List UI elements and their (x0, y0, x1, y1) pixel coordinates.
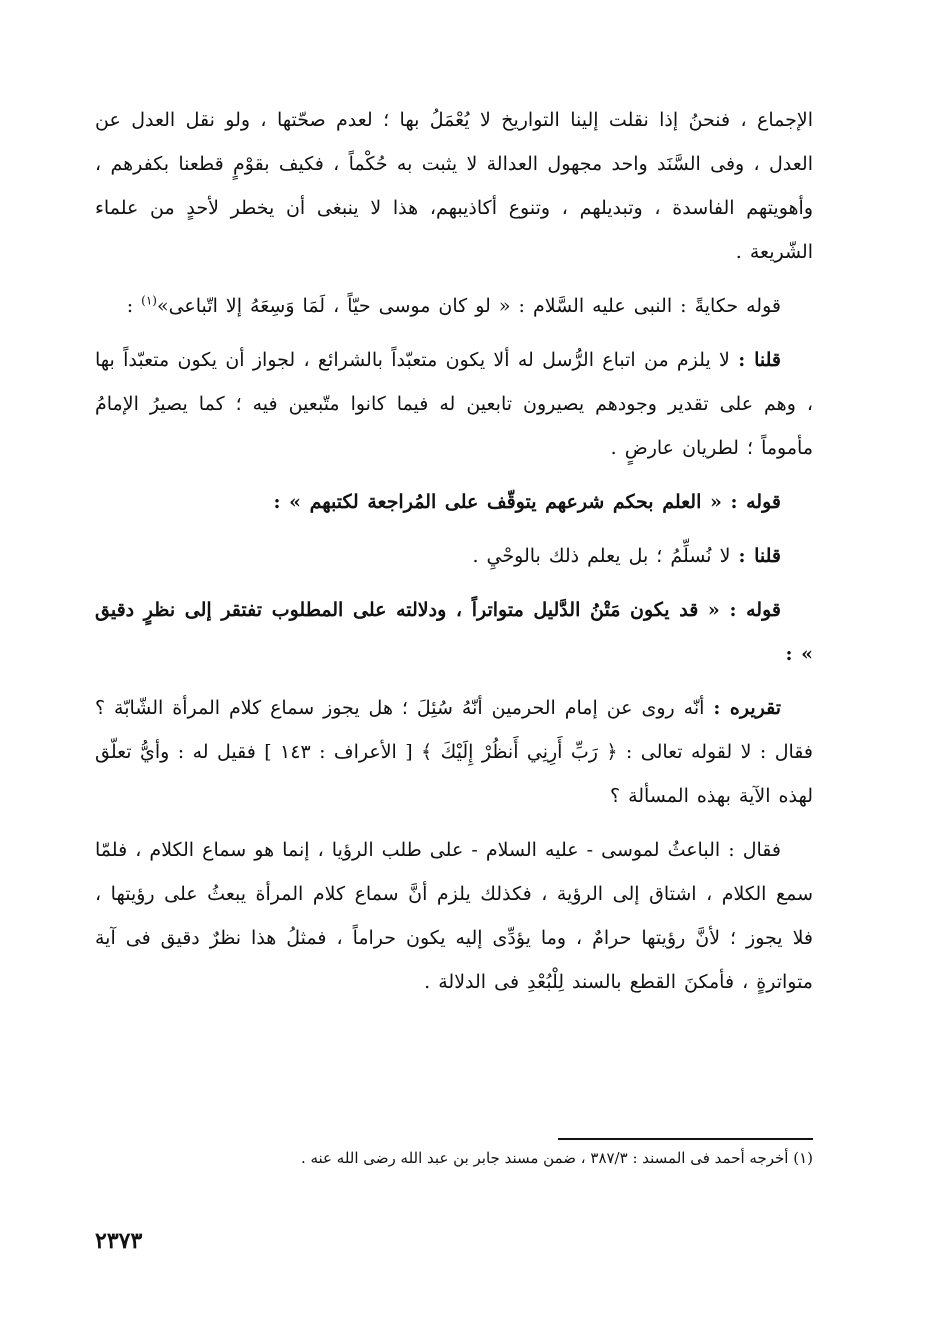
paragraph-qulna-2 (95, 534, 813, 578)
paragraph-lead: تقريره : (713, 697, 781, 719)
footnote-text: (١) أخرجه أحمد فى المسند : ٣٨٧/٣ ، ضمن مسند جابر بن عبد الله رضى الله عنه . (300, 1149, 813, 1167)
paragraph-lead: قوله : (729, 599, 781, 621)
paragraph-text: لا يلزم من اتباع الرُّسل له ألا يكون متعبّداً بالشرائع ، لجواز أن يكون متعبّداً بها ، وهم على تقدير وجودهم يصيرون تابعين له فيما كانوا متّبعين فيه ؛ كما يصيرُ الإمامُ مأموماً ؛ لطريان عارضٍ . (95, 349, 813, 459)
paragraph-qawluhu-2 (95, 588, 813, 676)
paragraph-lead: قلنا : (738, 349, 781, 371)
paragraph-hadith-quote (95, 284, 813, 328)
paragraph-ijma (95, 98, 813, 274)
paragraph-text: الإجماع ، فنحنُ إذا نقلت إلينا التواريخ لا يُعْمَلُ بها ؛ لعدم صحّتها ، ولو نقل العدل عن العدل ، وفى السَّنَد واحد مجهول العدالة لا يثبت به حُكْماً ، فكيف بقوْمٍ قطعنا بكفرهم ، وأهويتهم الفاسدة ، وتبديلهم ، وتنوع أكاذيبهم، هذا لا ينبغى أن يخطر لأحدٍ من علماء الشّريعة . (95, 109, 813, 263)
paragraph-text: قوله حكايةً : النبى عليه السَّلام : « لو كان موسى حيّاً ، لَمَا وَسِعَهُ إلا اتّباعى» (156, 295, 781, 317)
paragraph-tail: : (126, 295, 142, 317)
paragraph-text: « العلم بحكم شرعهم يتوقّف على المُراجعة لكتبهم » : (273, 491, 731, 513)
paragraph-faqala (95, 828, 813, 1004)
paragraph-text: لا نُسلِّمُ ؛ بل يعلم ذلك بالوحْيِ . (472, 545, 739, 567)
paragraph-lead: قلنا : (738, 545, 781, 567)
paragraph-text: فقال : الباعثُ لموسى - عليه السلام - على طلب الرؤيا ، إنما هو سماع الكلام ، فلمّا سمع الكلام ، اشتاق إلى الرؤية ، فكذلك يلزم أنَّ سماع كلام المرأة يبعثُ على رؤيتها ، فلا يجوز ؛ لأنَّ رؤيتها حرامٌ ، وما يؤدِّى إليه يكون حراماً ، فمثلُ هذا نظرٌ دقيق فى آية متواترةٍ ، فأمكنَ القطع بالسند لِلْبُعْدِ فى الدلالة . (95, 839, 813, 993)
page-body (95, 98, 813, 1323)
footnote-marker[interactable]: (١) (141, 293, 157, 308)
paragraph-text: أنّه روى عن إمام الحرمين أنّهُ سُئِلَ ؛ هل يجوز سماع كلام المرأة الشّابّة ؟ فقال : لا لقوله تعالى : ﴿ رَبِّ أَرِنِي أَنظُرْ إِلَيْكَ ﴾ [ الأعراف : ١٤٣ ] فقيل له : وأيُّ تعلّق لهذه الآية بهذه المسألة ؟ (95, 697, 813, 807)
page-number: ٢٣٧٣ (95, 1228, 143, 1254)
paragraph-qawluhu-1 (95, 480, 813, 524)
paragraph-lead: قوله : (730, 491, 781, 513)
footnote (95, 1138, 813, 1178)
paragraph-taqriruhu (95, 686, 813, 818)
paragraph-qulna-1 (95, 338, 813, 470)
paragraph-text: « قد يكون مَتْنُ الدَّليل متواتراً ، ودلالته على المطلوب تفتقر إلى نظرٍ دقيق » : (95, 599, 813, 665)
